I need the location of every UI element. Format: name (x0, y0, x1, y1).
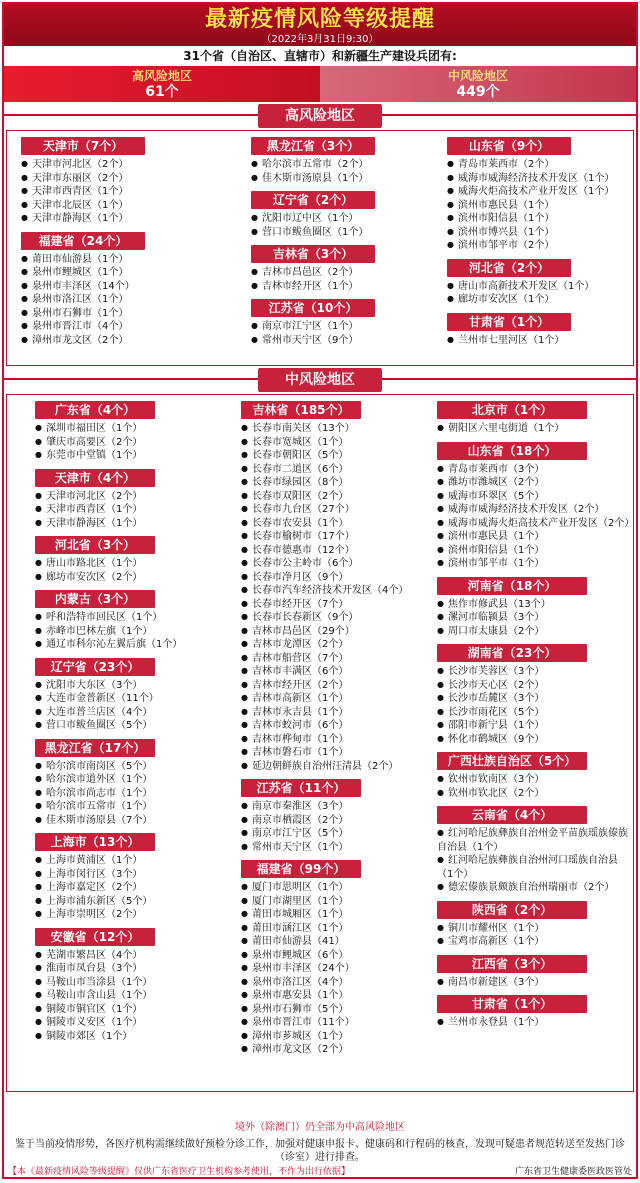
province-header: 内蒙古（3个） (35, 590, 155, 608)
province-header: 甘肃省（1个） (437, 995, 587, 1013)
area-item: ● 廊坊市安次区（1个） (447, 293, 633, 307)
area-item: ● 泉州市丰泽区（14个） (21, 280, 209, 294)
area-item: ● 泉州市惠安县（1个） (241, 989, 433, 1003)
area-item: ● 滨州市惠民县（1个） (437, 530, 633, 544)
area-item: ● 通辽市科尔沁左翼后旗（1个） (35, 638, 209, 652)
area-item: ● 怀化市鹤城区（9个） (437, 733, 633, 747)
area-item: ● 威海市环翠区（5个） (437, 490, 633, 504)
mid-col-3 (437, 395, 633, 1030)
area-item: ● 吉林市蛟河市（6个） (241, 719, 433, 733)
area-item: ● 滨州市邹平市（2个） (447, 239, 633, 253)
area-item: ● 长沙市天心区（2个） (437, 679, 633, 693)
high-risk-count: 61个 (145, 84, 179, 100)
area-item: ● 长春市绿园区（8个） (241, 476, 433, 490)
header-bar (4, 4, 636, 46)
area-item: ● 沈阳市辽中区（1个） (251, 212, 409, 226)
area-item: ● 天津市静海区（1个） (21, 212, 209, 226)
high-section-title: 高风险地区 (258, 104, 382, 128)
area-item: ● 上海市嘉定区（2个） (35, 881, 209, 895)
area-item: ● 威海市威海火炬高技术产业开发区（2个） (437, 517, 633, 531)
province-header: 江苏省（10个） (251, 299, 375, 317)
area-item: ● 长春市公主岭市（6个） (241, 557, 433, 571)
area-item: ● 青岛市莱西市（3个） (437, 463, 633, 477)
area-item: ● 天津市西青区（1个） (21, 185, 209, 199)
province-header: 黑龙江省（3个） (251, 137, 375, 155)
mid-risk-label: 中风险地区 (447, 69, 508, 83)
province-header: 广西壮族自治区（5个） (437, 752, 587, 770)
area-item: ● 钦州市钦南区（3个） (437, 773, 633, 787)
area-item: ● 长春市双阳区（2个） (241, 490, 433, 504)
area-item: ● 厦门市思明区（1个） (241, 881, 433, 895)
province-header: 山东省（9个） (447, 137, 571, 155)
update-date: （2022年3月31日9:30） (261, 34, 379, 45)
area-item: ● 长春市宽城区（1个） (241, 436, 433, 450)
area-item: ● 吉林市丰满区（6个） (241, 665, 433, 679)
mid-col-2 (241, 395, 433, 1057)
area-item: ● 泉州市洛江区（1个） (21, 293, 209, 307)
area-item: ● 威海火炬高技术产业开发区（1个） (447, 185, 633, 199)
area-item: ● 长春市农安县（1个） (241, 517, 433, 531)
area-item: ● 哈尔滨市道外区（1个） (35, 773, 209, 787)
area-item: ● 威海市威海经济技术开发区（1个） (447, 172, 633, 186)
area-item: ● 延边朝鲜族自治州汪清县（2个） (241, 760, 433, 774)
area-item: ● 南京市秦淮区（3个） (241, 800, 433, 814)
area-item: ● 大连市金普新区（11个） (35, 692, 209, 706)
area-item: ● 红河哈尼族彝族自治州河口瑶族自治县（1个） (437, 854, 633, 881)
area-item: ● 常州市天宁区（9个） (251, 334, 409, 348)
page-title: 最新疫情风险等级提醒 (204, 6, 435, 32)
high-col-2 (251, 131, 409, 347)
province-header: 河北省（2个） (447, 259, 571, 277)
area-item: ● 吉林市昌邑区（2个） (251, 266, 409, 280)
area-item: ● 泉州市鲤城区（6个） (241, 949, 433, 963)
area-item: ● 焦作市修武县（13个） (437, 598, 633, 612)
province-header: 福建省（24个） (21, 232, 145, 250)
area-item: ● 哈尔滨市五常市（2个） (251, 158, 409, 172)
area-item: ● 吉林市磐石市（1个） (241, 746, 433, 760)
area-item: ● 南京市栖霞区（2个） (241, 814, 433, 828)
area-item: ● 长春市净月区（9个） (241, 571, 433, 585)
area-item: ● 淮南市凤台县（3个） (35, 962, 209, 976)
mid-section-header (4, 366, 636, 394)
area-item: ● 长春市德惠市（12个） (241, 544, 433, 558)
area-item: ● 吉林市经开区（2个） (241, 679, 433, 693)
area-item: ● 佳木斯市汤原县（1个） (251, 172, 409, 186)
area-item: ● 泉州市石狮市（1个） (21, 307, 209, 321)
area-item: ● 德宏傣族景颇族自治州瑞丽市（2个） (437, 881, 633, 895)
area-item: ● 哈尔滨市南岗区（5个） (35, 760, 209, 774)
area-item: ● 漯河市临颍县（3个） (437, 611, 633, 625)
area-item: ● 长春市南关区（13个） (241, 422, 433, 436)
area-item: ● 唐山市高新技术开发区（1个） (447, 280, 633, 294)
area-item: ● 长沙市岳麓区（3个） (437, 692, 633, 706)
area-item: ● 铜川市耀州区（1个） (437, 922, 633, 936)
area-item: ● 宝鸡市高新区（1个） (437, 935, 633, 949)
summary-intro: 31个省（自治区、直辖市）和新疆生产建设兵团有: (183, 49, 457, 63)
area-item: ● 长春市榆树市（17个） (241, 530, 433, 544)
mid-section-title: 中风险地区 (258, 368, 382, 392)
area-item: ● 铜陵市郊区（1个） (35, 1030, 209, 1044)
area-item: ● 长春市朝阳区（5个） (241, 449, 433, 463)
province-header: 辽宁省（23个） (35, 658, 155, 676)
area-item: ● 莆田市涵江区（1个） (241, 922, 433, 936)
area-item: ● 南京市江宁区（1个） (251, 320, 409, 334)
area-item: ● 铜陵市义安区（1个） (35, 1016, 209, 1030)
mid-risk-count: 449个 (456, 84, 500, 100)
page (2, 2, 638, 1179)
area-item: ● 东莞市中堂镇（1个） (35, 449, 209, 463)
high-section-header (4, 102, 636, 130)
province-header: 江苏省（11个） (241, 779, 361, 797)
area-item: ● 吉林市龙潭区（2个） (241, 638, 433, 652)
summary-bar (4, 66, 636, 102)
area-item: ● 铜陵市铜官区（1个） (35, 1003, 209, 1017)
area-item: ● 吉林市永吉县（1个） (241, 706, 433, 720)
high-risk-block (6, 130, 634, 366)
province-header: 陕西省（2个） (437, 901, 587, 919)
province-header: 吉林省（3个） (251, 245, 375, 263)
province-header: 安徽省（12个） (35, 928, 155, 946)
area-item: ● 肇庆市高要区（2个） (35, 436, 209, 450)
area-item: ● 漳州市芗城区（1个） (241, 1030, 433, 1044)
overseas-note: 境外（除澳门）仍全部为中高风险地区 (235, 1122, 405, 1133)
area-item: ● 滨州市惠民县（1个） (447, 199, 633, 213)
province-header: 北京市（1个） (437, 401, 587, 419)
area-item: ● 吉林市昌邑区（29个） (241, 625, 433, 639)
area-item: ● 吉林市船营区（7个） (241, 652, 433, 666)
area-item: ● 滨州市邹平市（1个） (437, 557, 633, 571)
province-header: 湖南省（23个） (437, 644, 587, 662)
province-header: 辽宁省（2个） (251, 191, 375, 209)
area-item: ● 邵阳市新宁县（1个） (437, 719, 633, 733)
area-item: ● 营口市鲅鱼圈区（5个） (35, 719, 209, 733)
province-header: 山东省（18个） (437, 442, 587, 460)
area-item: ● 上海市崇明区（2个） (35, 908, 209, 922)
area-item: ● 长春市经开区（7个） (241, 598, 433, 612)
area-item: ● 莆田市仙游县（1个） (21, 253, 209, 267)
area-item: ● 长沙市芙蓉区（3个） (437, 665, 633, 679)
province-header: 黑龙江省（17个） (35, 739, 155, 757)
area-item: ● 深圳市福田区（1个） (35, 422, 209, 436)
area-item: ● 吉林市桦甸市（1个） (241, 733, 433, 747)
area-item: ● 大连市普兰店区（4个） (35, 706, 209, 720)
province-header: 甘肃省（1个） (447, 313, 571, 331)
area-item: ● 呼和浩特市回民区（1个） (35, 611, 209, 625)
area-item: ● 潍坊市潍城区（2个） (437, 476, 633, 490)
area-item: ● 营口市鲅鱼圈区（1个） (251, 226, 409, 240)
mid-risk-summary (320, 66, 636, 102)
area-item: ● 长沙市雨花区（5个） (437, 706, 633, 720)
advice-text: 鉴于当前疫情形势，各医疗机构需继续做好预检分诊工作，加强对健康申报卡、健康码和行程码的核查，发现可疑患者规范转送至发热门诊（诊室）进行排查。 (15, 1139, 625, 1163)
area-item: ● 泉州市晋江市（11个） (241, 1016, 433, 1030)
province-header: 广东省（4个） (35, 401, 155, 419)
province-header: 天津市（7个） (21, 137, 145, 155)
high-col-3 (447, 131, 633, 347)
province-header: 福建省（99个） (241, 860, 361, 878)
area-item: ● 哈尔滨市五常市（1个） (35, 800, 209, 814)
area-item: ● 兰州市七里河区（1个） (447, 334, 633, 348)
province-header: 上海市（13个） (35, 833, 155, 851)
province-header: 江西省（3个） (437, 955, 587, 973)
area-item: ● 上海市浦东新区（5个） (35, 895, 209, 909)
area-item: ● 周口市太康县（2个） (437, 625, 633, 639)
area-item: ● 南京市江宁区（5个） (241, 827, 433, 841)
area-item: ● 长春市九台区（27个） (241, 503, 433, 517)
area-item: ● 滨州市阳信县（1个） (437, 544, 633, 558)
area-item: ● 滨州市博兴县（1个） (447, 226, 633, 240)
area-item: ● 钦州市钦北区（2个） (437, 787, 633, 801)
area-item: ● 廊坊市安次区（2个） (35, 571, 209, 585)
area-item: ● 天津市河北区（2个） (21, 158, 209, 172)
area-item: ● 厦门市湖里区（1个） (241, 895, 433, 909)
province-header: 河南省（18个） (437, 577, 587, 595)
area-item: ● 哈尔滨市尚志市（1个） (35, 787, 209, 801)
area-item: ● 长春市汽车经济技术开发区（4个） (241, 584, 433, 598)
area-item: ● 天津市北辰区（1个） (21, 199, 209, 213)
area-item: ● 泉州市丰泽区（24个） (241, 962, 433, 976)
area-item: ● 泉州市石狮市（5个） (241, 1003, 433, 1017)
area-item: ● 吉林市经开区（1个） (251, 280, 409, 294)
area-item: ● 长春市长春新区（9个） (241, 611, 433, 625)
area-item: ● 上海市黄浦区（1个） (35, 854, 209, 868)
mid-risk-block (6, 394, 634, 1092)
high-col-1 (21, 131, 209, 347)
area-item: ● 唐山市路北区（1个） (35, 557, 209, 571)
area-item: ● 上海市闵行区（3个） (35, 868, 209, 882)
area-item: ● 泉州市晋江市（4个） (21, 320, 209, 334)
high-risk-summary (4, 66, 320, 102)
area-item: ● 红河哈尼族彝族自治州金平苗族瑶族傣族自治县（1个） (437, 827, 633, 854)
area-item: ● 青岛市莱西市（2个） (447, 158, 633, 172)
area-item: ● 天津市河北区（2个） (35, 490, 209, 504)
area-item: ● 兰州市永登县（1个） (437, 1016, 633, 1030)
area-item: ● 天津市静海区（1个） (35, 517, 209, 531)
area-item: ● 莆田市城厢区（1个） (241, 908, 433, 922)
province-header: 河北省（3个） (35, 536, 155, 554)
area-item: ● 朝阳区六里屯街道（1个） (437, 422, 633, 436)
area-item: ● 天津市西青区（1个） (35, 503, 209, 517)
area-item: ● 长春市二道区（6个） (241, 463, 433, 477)
area-item: ● 马鞍山市当涂县（1个） (35, 976, 209, 990)
mid-col-1 (35, 395, 209, 1043)
area-item: ● 佳木斯市汤原县（7个） (35, 814, 209, 828)
issuing-org: 广东省卫生健康委医政医管处 (514, 1167, 632, 1177)
area-item: ● 赤峰市巴林左旗（1个） (35, 625, 209, 639)
area-item: ● 滨州市阳信县（1个） (447, 212, 633, 226)
area-item: ● 漳州市龙文区（2个） (21, 334, 209, 348)
area-item: ● 南昌市新建区（3个） (437, 976, 633, 990)
area-item: ● 泉州市洛江区（4个） (241, 976, 433, 990)
province-header: 云南省（4个） (437, 806, 587, 824)
province-header: 天津市（4个） (35, 469, 155, 487)
area-item: ● 沈阳市大东区（3个） (35, 679, 209, 693)
area-item: ● 吉林市高新区（1个） (241, 692, 433, 706)
area-item: ● 天津市东丽区（2个） (21, 172, 209, 186)
disclaimer-text: 【本《最新疫情风险等级提醒》仅供广东省医疗卫生机构参考使用，不作为出行依据】 (8, 1167, 351, 1177)
province-header: 吉林省（185个） (241, 401, 361, 419)
footer-line (8, 1166, 632, 1178)
area-item: ● 威海市威海经济技术开发区（2个） (437, 503, 633, 517)
area-item: ● 漳州市龙文区（2个） (241, 1043, 433, 1057)
area-item: ● 马鞍山市含山县（1个） (35, 989, 209, 1003)
area-item: ● 莆田市仙游县（41） (241, 935, 433, 949)
area-item: ● 常州市天宁区（1个） (241, 841, 433, 855)
area-item: ● 泉州市鲤城区（1个） (21, 266, 209, 280)
high-risk-label: 高风险地区 (131, 69, 192, 83)
area-item: ● 芜湖市繁昌区（4个） (35, 949, 209, 963)
